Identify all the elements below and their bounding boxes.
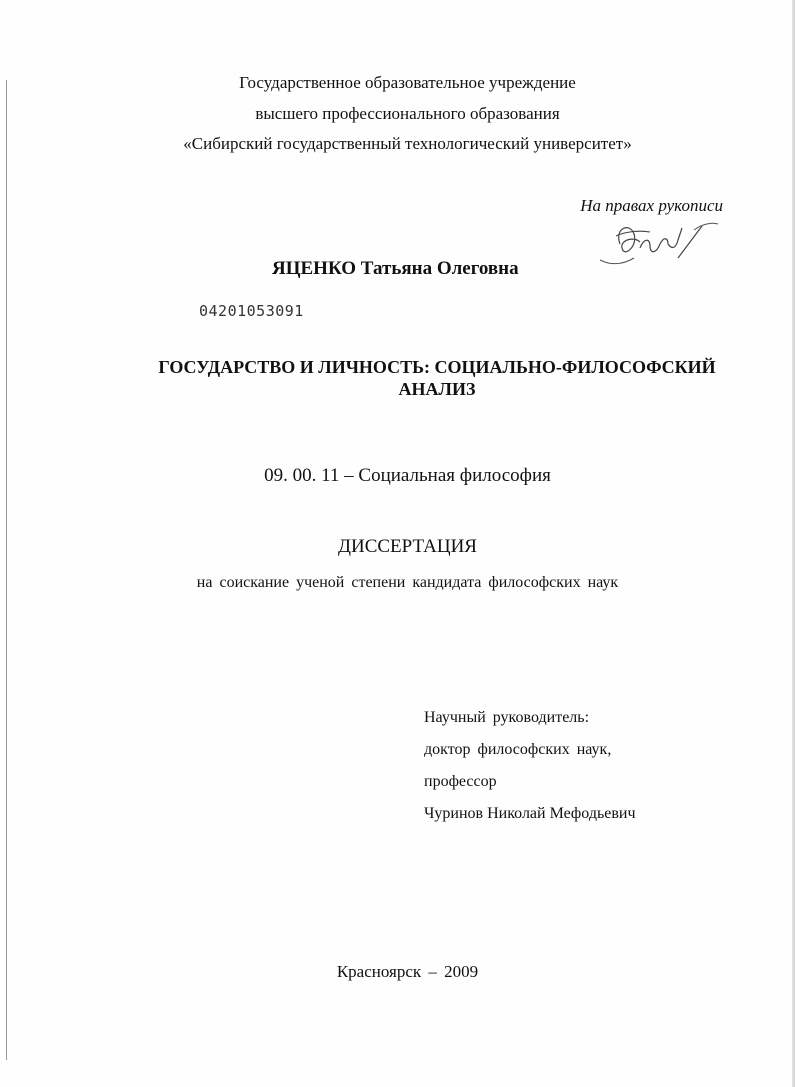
supervisor-rank: профессор: [424, 773, 497, 790]
dissertation-title-line-2: АНАЛИЗ: [398, 379, 476, 399]
inventory-number: 04201053091: [199, 302, 304, 320]
specialty-code: 09. 00. 11 – Социальная философия: [264, 465, 551, 486]
document-type: ДИССЕРТАЦИЯ: [338, 536, 477, 557]
scan-edge-left: [6, 80, 7, 1060]
dissertation-title-line-1: ГОСУДАРСТВО И ЛИЧНОСТЬ: СОЦИАЛЬНО-ФИЛОСОФСКИЙ: [158, 357, 716, 377]
author-name: ЯЦЕНКО Татьяна Олеговна: [272, 258, 519, 279]
city-year: Красноярск – 2009: [336, 962, 479, 981]
supervisor-degree: доктор философских наук,: [424, 741, 612, 758]
signature-image: [594, 214, 724, 274]
degree-line: на соискание ученой степени кандидата философских наук: [196, 574, 619, 591]
supervisor-name: Чуринов Николай Мефодьевич: [424, 805, 636, 822]
institution-line-3: «Сибирский государственный технологический университет»: [183, 134, 632, 153]
supervisor-label: Научный руководитель:: [424, 709, 590, 726]
manuscript-note: На правах рукописи: [580, 196, 723, 215]
institution-line-2: высшего профессионального образования: [255, 104, 560, 123]
institution-line-1: Государственное образовательное учреждение: [239, 73, 576, 92]
